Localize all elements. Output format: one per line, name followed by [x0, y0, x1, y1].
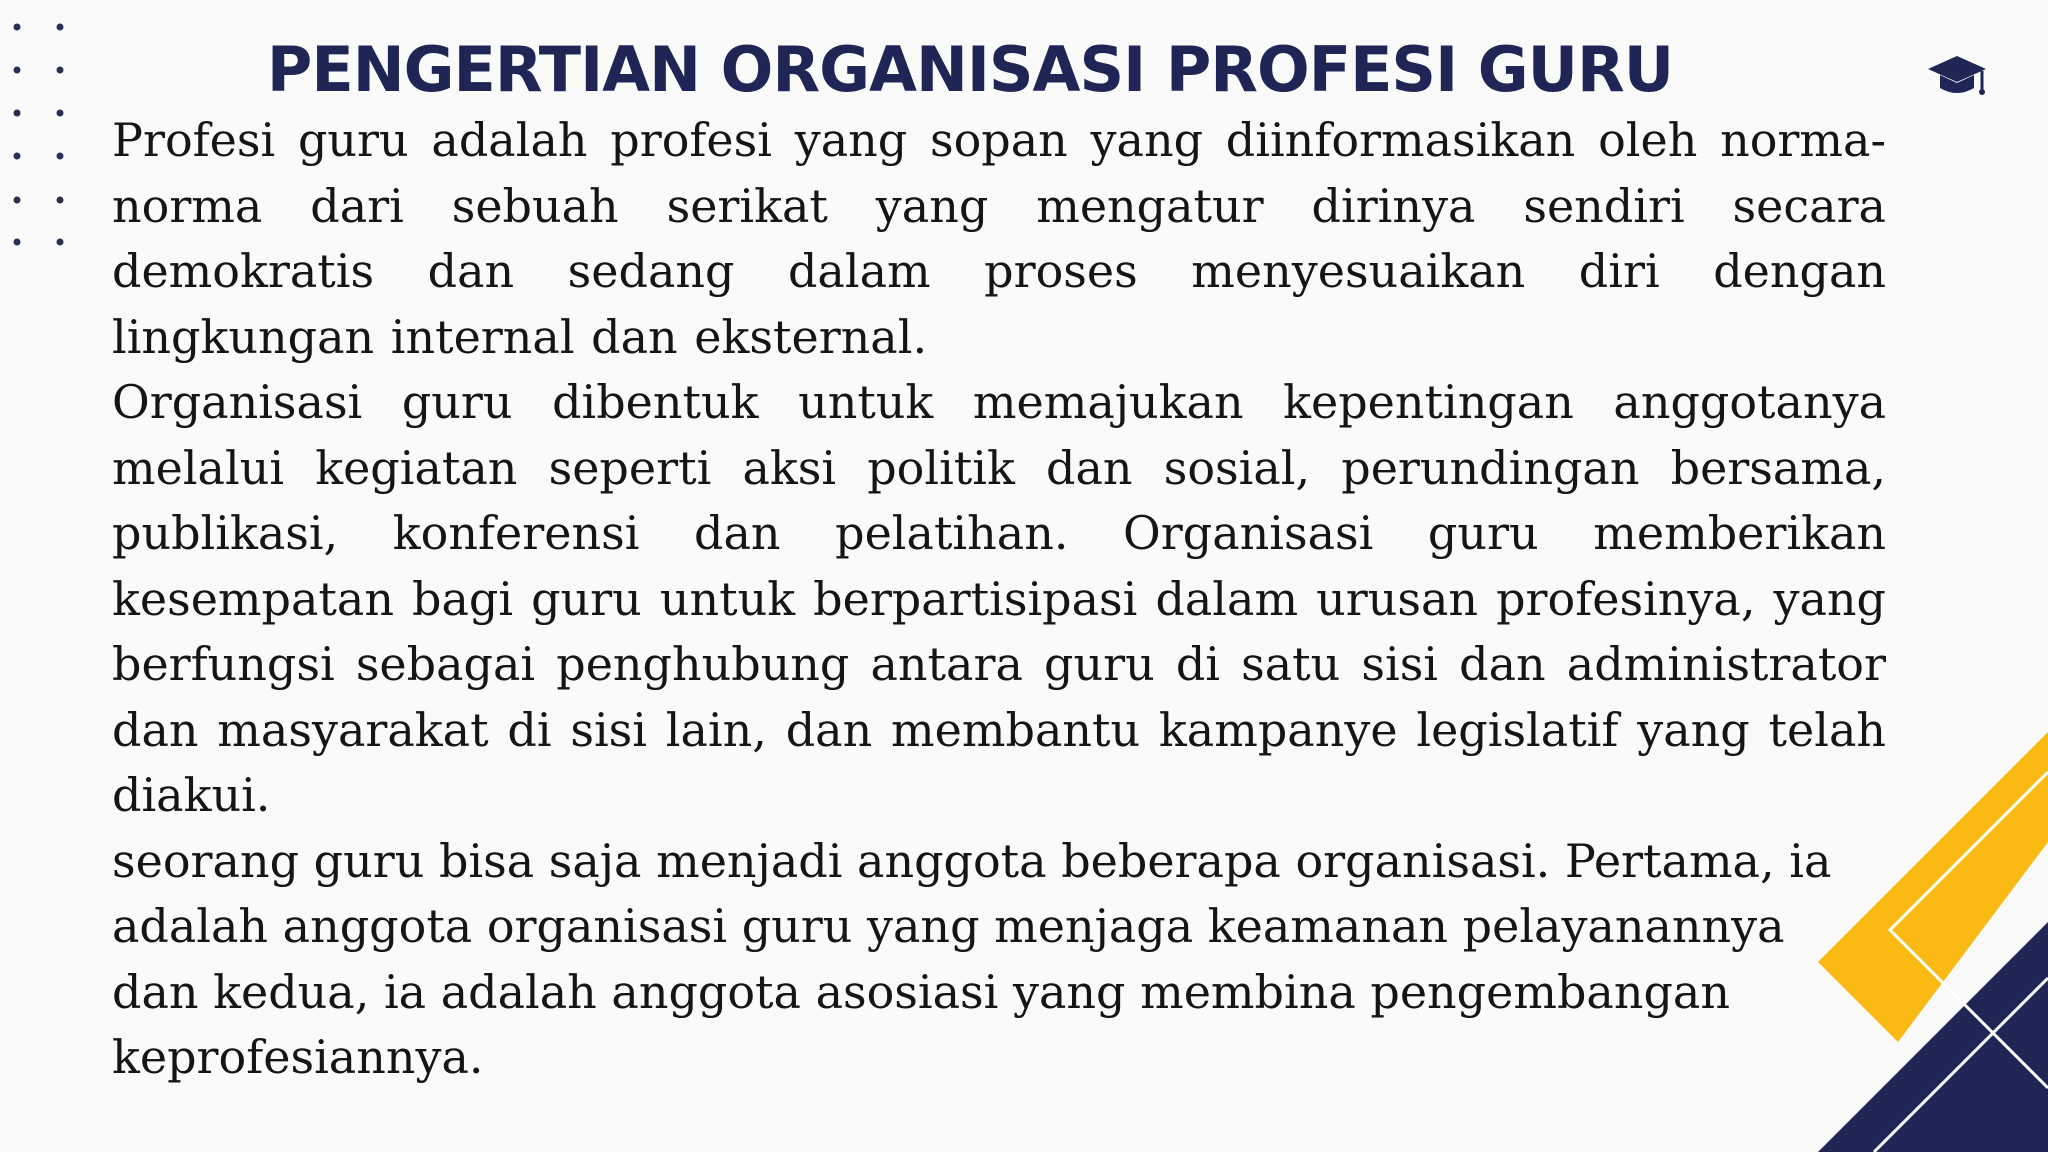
paragraph-3: seorang guru bisa saja menjadi anggota beberapa organisasi. Pertama, ia adalah anggota organisasi guru yang menjaga keamanan pelayanannya dan kedua, ia adalah anggota asosiasi yang membina pengembangan keprofesiannya. — [112, 833, 1832, 1084]
page-title: PENGERTIAN ORGANISASI PROFESI GURU — [266, 33, 1674, 106]
corner-geometric-decoration — [1818, 732, 2048, 1152]
paragraph-1: Profesi guru adalah profesi yang sopan yang diinformasikan oleh norma-norma dari sebuah serikat yang mengatur dirinya sendiri secara demokratis dan sedang dalam proses menyesuaikan diri dengan lingkungan internal dan eksternal. — [112, 113, 1886, 364]
content-body — [112, 108, 1886, 1091]
graduation-cap-icon — [1926, 54, 1988, 102]
paragraph-2: Organisasi guru dibentuk untuk memajukan kepentingan anggotanya melalui kegiatan seperti aksi politik dan sosial, perundingan bersama, publikasi, konferensi dan pelatihan. Organisasi guru memberikan kesempatan bagi guru untuk berpartisipasi dalam urusan profesinya, yang berfungsi sebagai penghubung antara guru di satu sisi dan administrator dan masyarakat di sisi lain, dan membantu kampanye legislatif yang telah diakui. — [112, 375, 1886, 822]
